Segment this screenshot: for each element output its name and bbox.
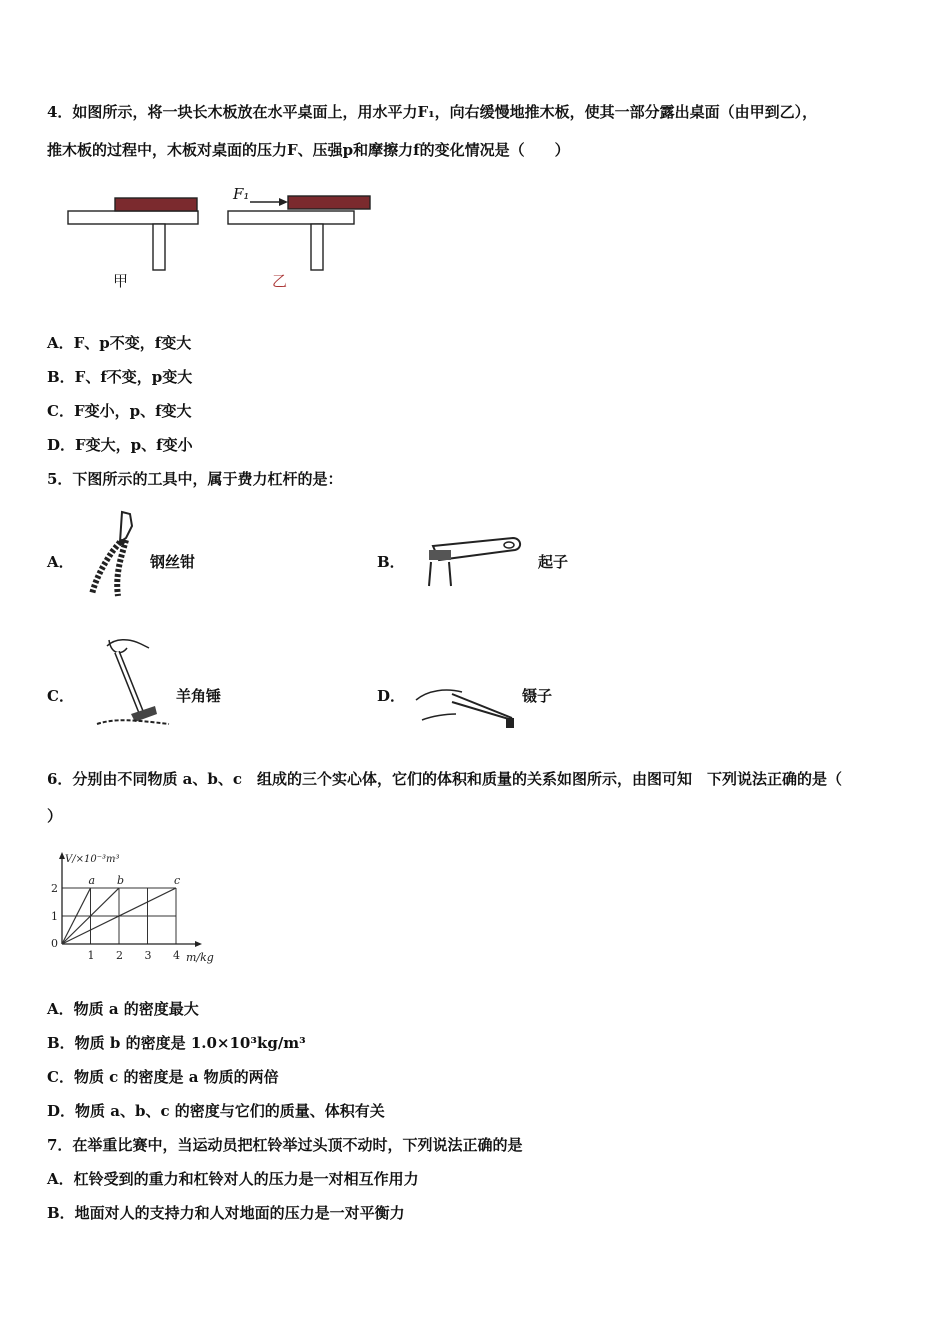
q4-option-b: B．F、f不变，p变大 [47,368,193,386]
y-tick-label: 2 [51,882,58,895]
y-axis-title: V/×10⁻³m³ [65,854,120,865]
q7-option-a: A．杠铃受到的重力和杠铃对人的压力是一对相互作用力 [47,1170,419,1188]
origin-label: 0 [51,937,58,950]
pliers-icon [82,508,142,600]
q4-figure [60,180,390,300]
x-tick-label: 1 [87,949,95,962]
q4-option-a: A．F、p不变，f变大 [47,334,192,352]
table-leg-left [153,224,165,270]
claw-hammer-icon [95,632,170,732]
table-top-right [228,211,354,224]
x-tick-label: 4 [173,949,180,962]
q4-option-c: C．F变小，p、f变大 [47,402,192,420]
q4-stem-line-1: 4．如图所示，将一块长木板放在水平桌面上，用水平力F₁，向右缓慢地推木板，使其一部分露出桌面（由甲到乙）， [47,103,818,121]
x-tick-label: 3 [144,949,152,962]
figure-label-yi: 乙 [272,272,288,290]
force-label: F₁ [233,185,250,203]
q4-stem-line-2: 推木板的过程中，木板对桌面的压力F、压强p和摩擦力f的变化情况是（ ） [47,141,570,159]
x-axis-arrow [195,941,202,947]
q6-option-b: B．物质 b 的密度是 1.0×10³kg/m³ [47,1034,306,1052]
q6-option-c: C．物质 c 的密度是 a 物质的两倍 [47,1068,279,1086]
series-label-b: b [117,874,125,887]
bottle-opener-icon [425,536,525,588]
tweezers-icon [412,680,522,732]
series-label-a: a [88,874,96,887]
q5-option-a-letter: A． [47,553,74,571]
q6-chart [40,838,240,968]
x-tick-label: 2 [116,949,123,962]
y-tick-label: 1 [51,910,58,923]
table-leg-right [311,224,323,270]
q7-stem: 7．在举重比赛中，当运动员把杠铃举过头顶不动时，下列说法正确的是 [47,1136,523,1154]
q6-stem-line-2: ） [47,807,63,825]
q5-stem: 5．下图所示的工具中，属于费力杠杆的是： [47,470,343,488]
q5-option-b-letter: B． [377,553,405,571]
x-axis-title: m/kg [186,951,214,964]
q5-option-b-name: 起子 [538,553,569,571]
q6-stem-line-1: 6．分别由不同物质 a、b、c 组成的三个实心体，它们的体积和质量的关系如图所示，由图可知 下列说法正确的是（ [47,770,843,788]
force-arrow-head [279,198,288,206]
q6-option-a: A．物质 a 的密度最大 [47,1000,199,1018]
q5-option-c-letter: C． [47,687,74,705]
q6-option-d: D．物质 a、b、c 的密度与它们的质量、体积有关 [47,1102,385,1120]
q5-option-c-name: 羊角锤 [176,687,222,705]
q5-option-d-letter: D． [377,687,406,705]
series-label-c: c [174,874,181,887]
table-top-left [68,211,198,224]
figure-label-jia: 甲 [113,272,129,290]
board-left [115,198,197,211]
board-right [288,196,370,209]
q5-option-d-name: 镊子 [522,687,553,705]
q4-option-d: D．F变大，p、f变小 [47,436,193,454]
q7-option-b: B．地面对人的支持力和人对地面的压力是一对平衡力 [47,1204,405,1222]
q5-option-a-name: 钢丝钳 [150,553,196,571]
